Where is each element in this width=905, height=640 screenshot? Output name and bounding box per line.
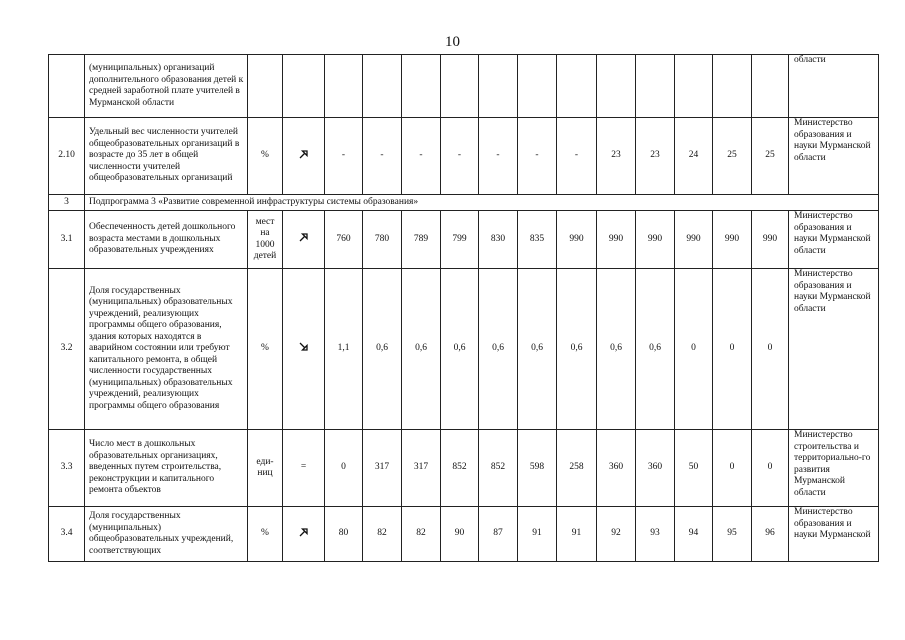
value-cell: 0,6 [557,269,597,430]
value-cell: 360 [597,430,636,507]
value-cell: 87 [479,507,518,562]
value-cell: 0,6 [636,269,675,430]
table-row [49,211,879,269]
row-number-cell: 2.10 [49,118,85,195]
unit-cell: еди-ниц [248,430,283,507]
value-cell: 317 [363,430,402,507]
indicator-name-cell: Обеспеченность детей дошкольного возраста местами в дошкольных образовательных учреждениях [85,211,248,269]
indicator-name-cell: (муниципальных) организаций дополнительного образования детей к средней заработной плате учителей в Мурманской области [85,55,248,118]
section-title-cell: Подпрограмма 3 «Развитие современной инфраструктуры системы образования» [85,195,879,211]
value-cell: 830 [479,211,518,269]
value-cell [441,55,479,118]
value-cell: - [325,118,363,195]
unit-cell: % [248,507,283,562]
unit-cell: % [248,269,283,430]
value-cell: 82 [402,507,441,562]
value-cell: 0,6 [363,269,402,430]
arrow-up-right-icon [299,149,309,159]
value-cell: 0,6 [518,269,557,430]
value-cell: 50 [675,430,713,507]
value-cell: 852 [479,430,518,507]
value-cell: 91 [557,507,597,562]
value-cell: 760 [325,211,363,269]
value-cell: 1,1 [325,269,363,430]
trend-cell [283,118,325,195]
value-cell: 0 [752,269,789,430]
responsible-org-cell: Министерство образования и науки Мурманской области [789,269,879,430]
value-cell: 789 [402,211,441,269]
value-cell: 990 [597,211,636,269]
trend-cell [283,55,325,118]
arrow-up-right-icon [299,232,309,242]
value-cell: - [363,118,402,195]
value-cell: 23 [636,118,675,195]
value-cell [636,55,675,118]
unit-cell: % [248,118,283,195]
value-cell: 92 [597,507,636,562]
value-cell: 780 [363,211,402,269]
value-cell: 990 [675,211,713,269]
value-cell: 0,6 [597,269,636,430]
value-cell [363,55,402,118]
value-cell: - [479,118,518,195]
value-cell [713,55,752,118]
value-cell: 598 [518,430,557,507]
indicator-name-cell: Доля государственных (муниципальных) общеобразовательных учреждений, соответствующих [85,507,248,562]
trend-cell [283,269,325,430]
responsible-org-cell: Министерство образования и науки Мурманской области [789,211,879,269]
value-cell: 90 [441,507,479,562]
value-cell: 25 [752,118,789,195]
value-cell: 80 [325,507,363,562]
unit-cell [248,55,283,118]
table-row [49,118,879,195]
value-cell: 0,6 [479,269,518,430]
value-cell: 0 [713,430,752,507]
row-number-cell [49,55,85,118]
value-cell: 0 [752,430,789,507]
value-cell [557,55,597,118]
value-cell: 990 [636,211,675,269]
table-row [49,195,879,211]
table-row [49,269,879,430]
row-number-cell: 3 [49,195,85,211]
page-number: 10 [445,34,460,50]
value-cell: 799 [441,211,479,269]
value-cell: 258 [557,430,597,507]
value-cell: - [441,118,479,195]
value-cell [597,55,636,118]
value-cell: 0,6 [441,269,479,430]
table-row [49,55,879,118]
value-cell [752,55,789,118]
arrow-down-right-icon [299,342,309,352]
value-cell: - [518,118,557,195]
responsible-org-cell: области [789,55,879,118]
row-number-cell: 3.3 [49,430,85,507]
value-cell [479,55,518,118]
value-cell: 0,6 [402,269,441,430]
value-cell: 94 [675,507,713,562]
row-number-cell: 3.2 [49,269,85,430]
responsible-org-cell: Министерство образования и науки Мурманской области [789,118,879,195]
value-cell: 91 [518,507,557,562]
indicator-name-cell: Доля государственных (муниципальных) образовательных учреждений, реализующих программы общего образования, здания которых находятся в аварийном состоянии или требуют капитального ремонта, в общей численности государственных (муниципальных) образовательных учреждений, реализующих программы общего образования [85,269,248,430]
value-cell: 360 [636,430,675,507]
value-cell: - [557,118,597,195]
table-row [49,507,879,562]
value-cell: 95 [713,507,752,562]
trend-cell: = [283,430,325,507]
table-row [49,430,879,507]
value-cell: 852 [441,430,479,507]
value-cell: 82 [363,507,402,562]
value-cell: - [402,118,441,195]
indicator-name-cell: Удельный вес численности учителей общеобразовательных организаций в возрасте до 35 лет в общей численности учителей общеобразовательных организаций [85,118,248,195]
value-cell: 24 [675,118,713,195]
value-cell [675,55,713,118]
value-cell: 990 [557,211,597,269]
value-cell: 0 [325,430,363,507]
value-cell: 990 [713,211,752,269]
row-number-cell: 3.4 [49,507,85,562]
value-cell: 96 [752,507,789,562]
trend-cell [283,507,325,562]
value-cell [325,55,363,118]
value-cell [402,55,441,118]
arrow-up-right-icon [299,527,309,537]
indicators-table [48,54,879,562]
indicator-name-cell: Число мест в дошкольных образовательных организациях, введенных путем строительства, реконструкции и капитального ремонта объектов [85,430,248,507]
value-cell: 835 [518,211,557,269]
value-cell [518,55,557,118]
value-cell: 23 [597,118,636,195]
value-cell: 990 [752,211,789,269]
value-cell: 0 [713,269,752,430]
value-cell: 25 [713,118,752,195]
responsible-org-cell: Министерство строительства и территориально-го развития Мурманской области [789,430,879,507]
trend-cell [283,211,325,269]
responsible-org-cell: Министерство образования и науки Мурманской [789,507,879,562]
unit-cell: мест на 1000 детей [248,211,283,269]
value-cell: 317 [402,430,441,507]
value-cell: 0 [675,269,713,430]
value-cell: 93 [636,507,675,562]
row-number-cell: 3.1 [49,211,85,269]
